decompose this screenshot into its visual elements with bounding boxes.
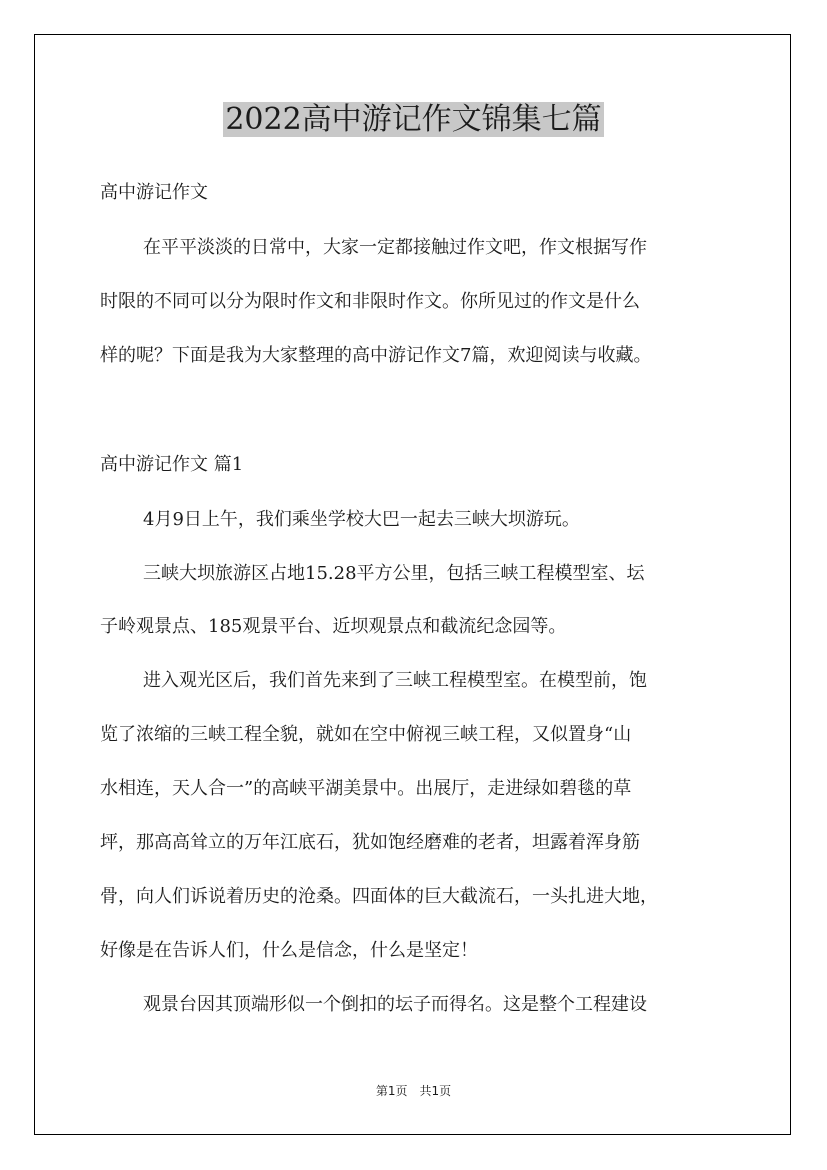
body-line: 观景台因其顶端形似一个倒扣的坛子而得名。这是整个工程建设 — [143, 994, 647, 1015]
body-line: 好像是在告诉人们，什么是信念，什么是坚定！ — [100, 940, 478, 961]
intro-heading: 高中游记作文 — [100, 182, 208, 203]
body-line: 进入观光区后，我们首先来到了三峡工程模型室。在模型前，饱 — [143, 670, 647, 691]
body-line: 坪，那高高耸立的万年江底石，犹如饱经磨难的老者，坦露着浑身筋 — [100, 832, 640, 853]
intro-line: 时限的不同可以分为限时作文和非限时作文。你所见过的作文是什么 — [100, 291, 640, 312]
body-line: 子岭观景点、185观景平台、近坝观景点和截流纪念园等。 — [100, 616, 567, 637]
intro-line: 样的呢？下面是我为大家整理的高中游记作文7篇，欢迎阅读与收藏。 — [100, 345, 652, 366]
body-line: 三峡大坝旅游区占地15.28平方公里，包括三峡工程模型室、坛 — [143, 563, 645, 584]
body-line: 水相连，天人合一”的高峡平湖美景中。出展厅，走进绿如碧毯的草 — [100, 778, 632, 799]
document-title-text: 2022高中游记作文锦集七篇 — [225, 102, 602, 137]
document-title — [0, 100, 827, 140]
intro-line: 在平平淡淡的日常中，大家一定都接触过作文吧，作文根据写作 — [143, 237, 647, 258]
body-line: 骨，向人们诉说着历史的沧桑。四面体的巨大截流石，一头扎进大地， — [100, 886, 658, 907]
body-line: 4月9日上午，我们乘坐学校大巴一起去三峡大坝游玩。 — [143, 509, 580, 530]
body-line: 览了浓缩的三峡工程全貌，就如在空中俯视三峡工程，又似置身“山 — [100, 724, 632, 745]
section1-heading: 高中游记作文 篇1 — [100, 454, 244, 475]
page-number: 第1页 共1页 — [375, 1084, 452, 1098]
